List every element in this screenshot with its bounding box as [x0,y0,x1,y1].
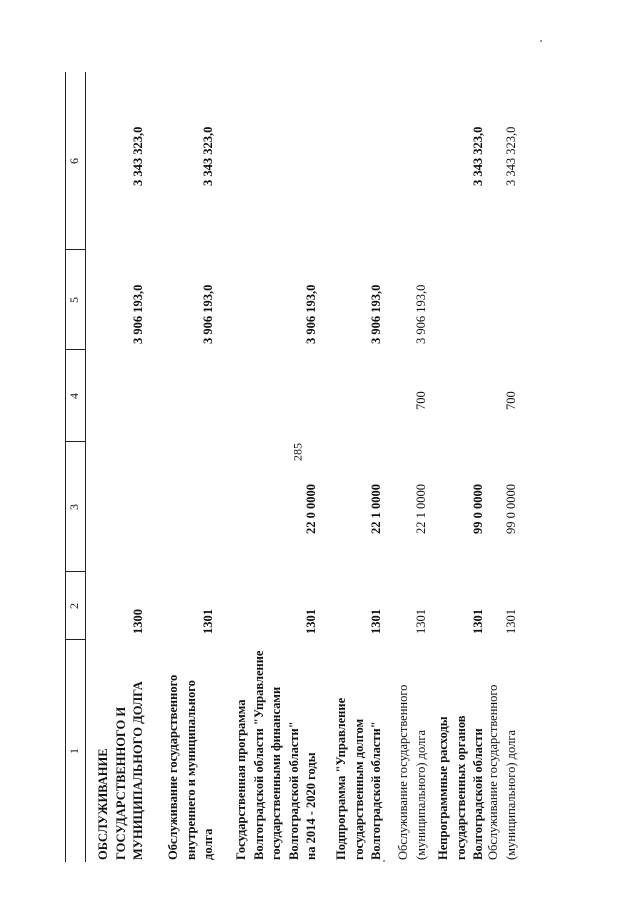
row-name-line: МУНИЦИПАЛЬНОГО ДОЛГА [131,681,145,860]
row-name-line: Волгоградской области" [369,721,383,860]
row-name-line: Обслуживание государственного [396,684,410,860]
row-name-line: ГОСУДАРСТВЕННОГО И [113,706,128,860]
row-name-line: (муниципального) долга [503,729,518,860]
row-name [333,640,386,860]
row-program: 22 1 0000 [369,484,383,534]
row-name-line: Подпрограмма "Управление [334,697,348,860]
row-code: 1301 [471,609,485,634]
row-name-line: Обслуживание государственного [486,684,500,860]
row-name-line: Волгоградской области "Управление [251,650,266,860]
row-program: 99 0 0000 [471,484,485,534]
row-code: 1301 [413,609,428,634]
row-program: 99 0 0000 [503,484,518,534]
row-name-line: ОБСЛУЖИВАНИЕ [96,748,110,860]
row-sum-a: 3 906 193,0 [131,284,145,344]
row-name-line: государственных органов [453,715,468,860]
page-number: 285 [290,443,305,461]
row-code: 1301 [369,609,383,634]
scan-speck [540,40,542,42]
row-name [233,640,321,860]
row-name [165,640,218,860]
row-code: 1301 [304,609,318,634]
header-bottom-border [85,72,86,862]
row-name-line: Непрограммные расходы [436,716,450,860]
column-header: 3 [67,504,81,510]
row-code: 1301 [201,609,215,634]
row-name [95,640,148,860]
table-top-border [65,72,66,862]
row-type: 700 [503,391,518,410]
row-sum-b: 3 343 323,0 [471,126,485,186]
row-name-line: Волгоградской области [471,728,485,860]
row-sum-a: 3 906 193,0 [304,284,318,344]
column-header: 5 [67,297,81,303]
row-name-line: внутреннего и муниципального [183,680,198,860]
row-sum-a: 3 906 193,0 [201,284,215,344]
row-name-line: государственными финансами [269,686,283,860]
row-name-line: Государственная программа [234,699,248,860]
column-header: 4 [67,393,81,399]
row-name-line: (муниципального) долга [413,729,428,860]
scan-speck [383,860,385,862]
row-sum-a: 3 906 193,0 [369,284,383,344]
row-sum-b: 3 343 323,0 [201,126,215,186]
column-header: 1 [67,748,81,754]
row-name-line: долга [201,828,215,860]
column-header: 6 [67,158,81,164]
row-name-line: на 2014 - 2020 годы [304,752,318,860]
row-name-line: Обслуживание государственного [166,674,180,860]
row-code: 1300 [131,609,145,634]
row-sum-b: 3 343 323,0 [131,126,145,186]
row-sum-a: 3 906 193,0 [413,284,428,344]
budget-table [65,72,535,862]
row-program: 22 0 0000 [304,484,318,534]
row-name [435,640,488,860]
row-program: 22 1 0000 [413,484,428,534]
row-sum-b: 3 343 323,0 [503,126,518,186]
row-name [395,640,430,860]
row-code: 1301 [503,609,518,634]
row-name-line: Волгоградской области" [286,721,301,860]
row-type: 700 [413,391,428,410]
column-header: 2 [67,603,81,609]
row-name-line: государственным долгом [351,718,366,860]
row-name [485,640,520,860]
